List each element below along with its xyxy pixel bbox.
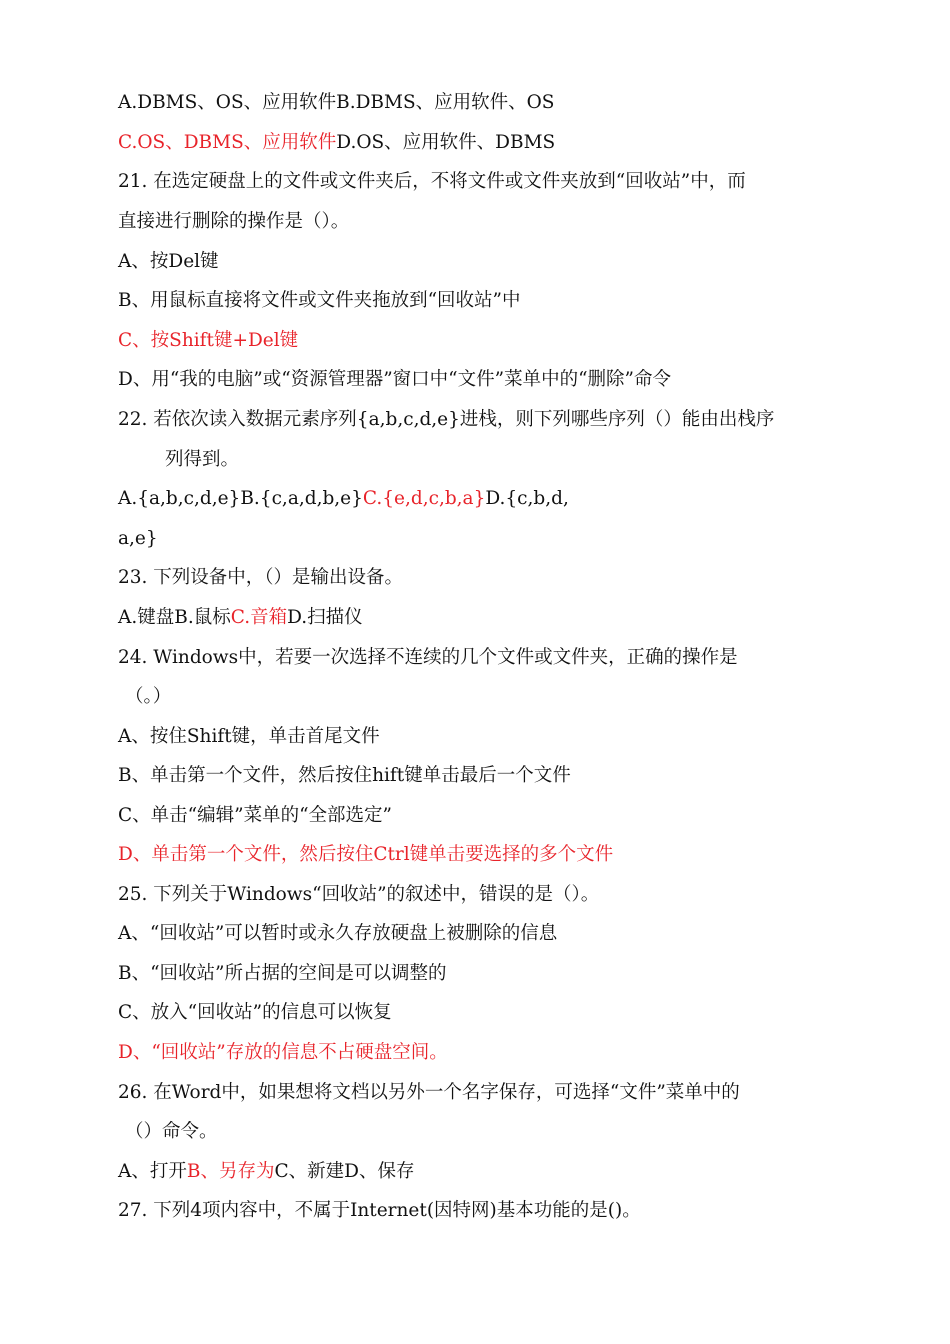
q24-stem-line-2: （。） bbox=[125, 686, 172, 707]
q25-answer-option-d: D、“回收站”存放的信息不占硬盘空间。 bbox=[118, 1042, 448, 1063]
q25-stem: 25. 下列关于Windows“回收站”的叙述中，错误的是（）。 bbox=[118, 884, 600, 905]
q26-answer-option-b: B、另存为 bbox=[186, 1161, 275, 1182]
q20-answer-option-c: C.OS、DBMS、应用软件 bbox=[118, 132, 337, 153]
q22-answer-option-c: C.{e,d,c,b,a} bbox=[362, 488, 486, 509]
q21-option-d: D、用“我的电脑”或“资源管理器”窗口中“文件”菜单中的“删除”命令 bbox=[118, 369, 671, 390]
q24-answer-option-d: D、单击第一个文件，然后按住Ctrl键单击要选择的多个文件 bbox=[118, 844, 614, 865]
q24-stem-line-1: 24. Windows中，若要一次选择不连续的几个文件或文件夹，正确的操作是 bbox=[118, 647, 738, 668]
q21-stem-line-1: 21. 在选定硬盘上的文件或文件夹后，不将文件或文件夹放到“回收站”中，而 bbox=[118, 171, 746, 192]
q25-option-c: C、放入“回收站”的信息可以恢复 bbox=[118, 1002, 392, 1023]
q20-option-ab: A.DBMS、OS、应用软件B.DBMS、应用软件、OS bbox=[118, 92, 555, 113]
q23-answer-option-c: C.音箱 bbox=[230, 607, 288, 628]
q24-option-c: C、单击“编辑”菜单的“全部选定” bbox=[118, 805, 392, 826]
q21-stem-line-2: 直接进行删除的操作是（）。 bbox=[118, 211, 350, 232]
q22-option-ab: A.{a,b,c,d,e}B.{c,a,d,b,e} bbox=[118, 488, 363, 509]
q26-stem-line-1: 26. 在Word中，如果想将文档以另外一个名字保存，可选择“文件”菜单中的 bbox=[118, 1082, 740, 1103]
q22-option-d-continued: a,e} bbox=[118, 528, 158, 549]
q24-option-a: A、按住Shift键，单击首尾文件 bbox=[118, 726, 380, 747]
q22-options bbox=[118, 485, 890, 513]
q25-option-b: B、“回收站”所占据的空间是可以调整的 bbox=[118, 963, 447, 984]
q23-options bbox=[118, 604, 890, 632]
q26-stem-line-2: （）命令。 bbox=[125, 1121, 218, 1142]
q25-option-a: A、“回收站”可以暂时或永久存放硬盘上被删除的信息 bbox=[118, 923, 558, 944]
q20-option-d: D.OS、应用软件、DBMS bbox=[336, 132, 556, 153]
q26-option-a: A、打开 bbox=[118, 1161, 187, 1182]
q22-stem-line-2: 列得到。 bbox=[165, 449, 240, 470]
q22-stem-line-1: 22. 若依次读入数据元素序列{a,b,c,d,e}进栈，则下列哪些序列（）能由出栈序 bbox=[118, 409, 775, 430]
q22-option-d: D.{c,b,d, bbox=[485, 488, 569, 509]
q20-options-ab bbox=[118, 89, 890, 117]
q24-option-b: B、单击第一个文件，然后按住hift键单击最后一个文件 bbox=[118, 765, 571, 786]
q21-answer-option-c: C、按Shift键+Del键 bbox=[118, 330, 299, 351]
q23-stem: 23. 下列设备中，（）是输出设备。 bbox=[118, 567, 404, 588]
q21-option-b: B、用鼠标直接将文件或文件夹拖放到“回收站”中 bbox=[118, 290, 521, 311]
q26-options bbox=[118, 1158, 890, 1186]
q23-option-ab: A.键盘B.鼠标 bbox=[118, 607, 231, 628]
q21-option-a: A、按Del键 bbox=[118, 251, 219, 272]
q23-option-d: D.扫描仪 bbox=[287, 607, 363, 628]
q20-options-cd bbox=[118, 129, 890, 157]
q26-option-cd: C、新建D、保存 bbox=[274, 1161, 415, 1182]
q27-stem: 27. 下列4项内容中，不属于Internet(因特网)基本功能的是()。 bbox=[118, 1200, 641, 1221]
